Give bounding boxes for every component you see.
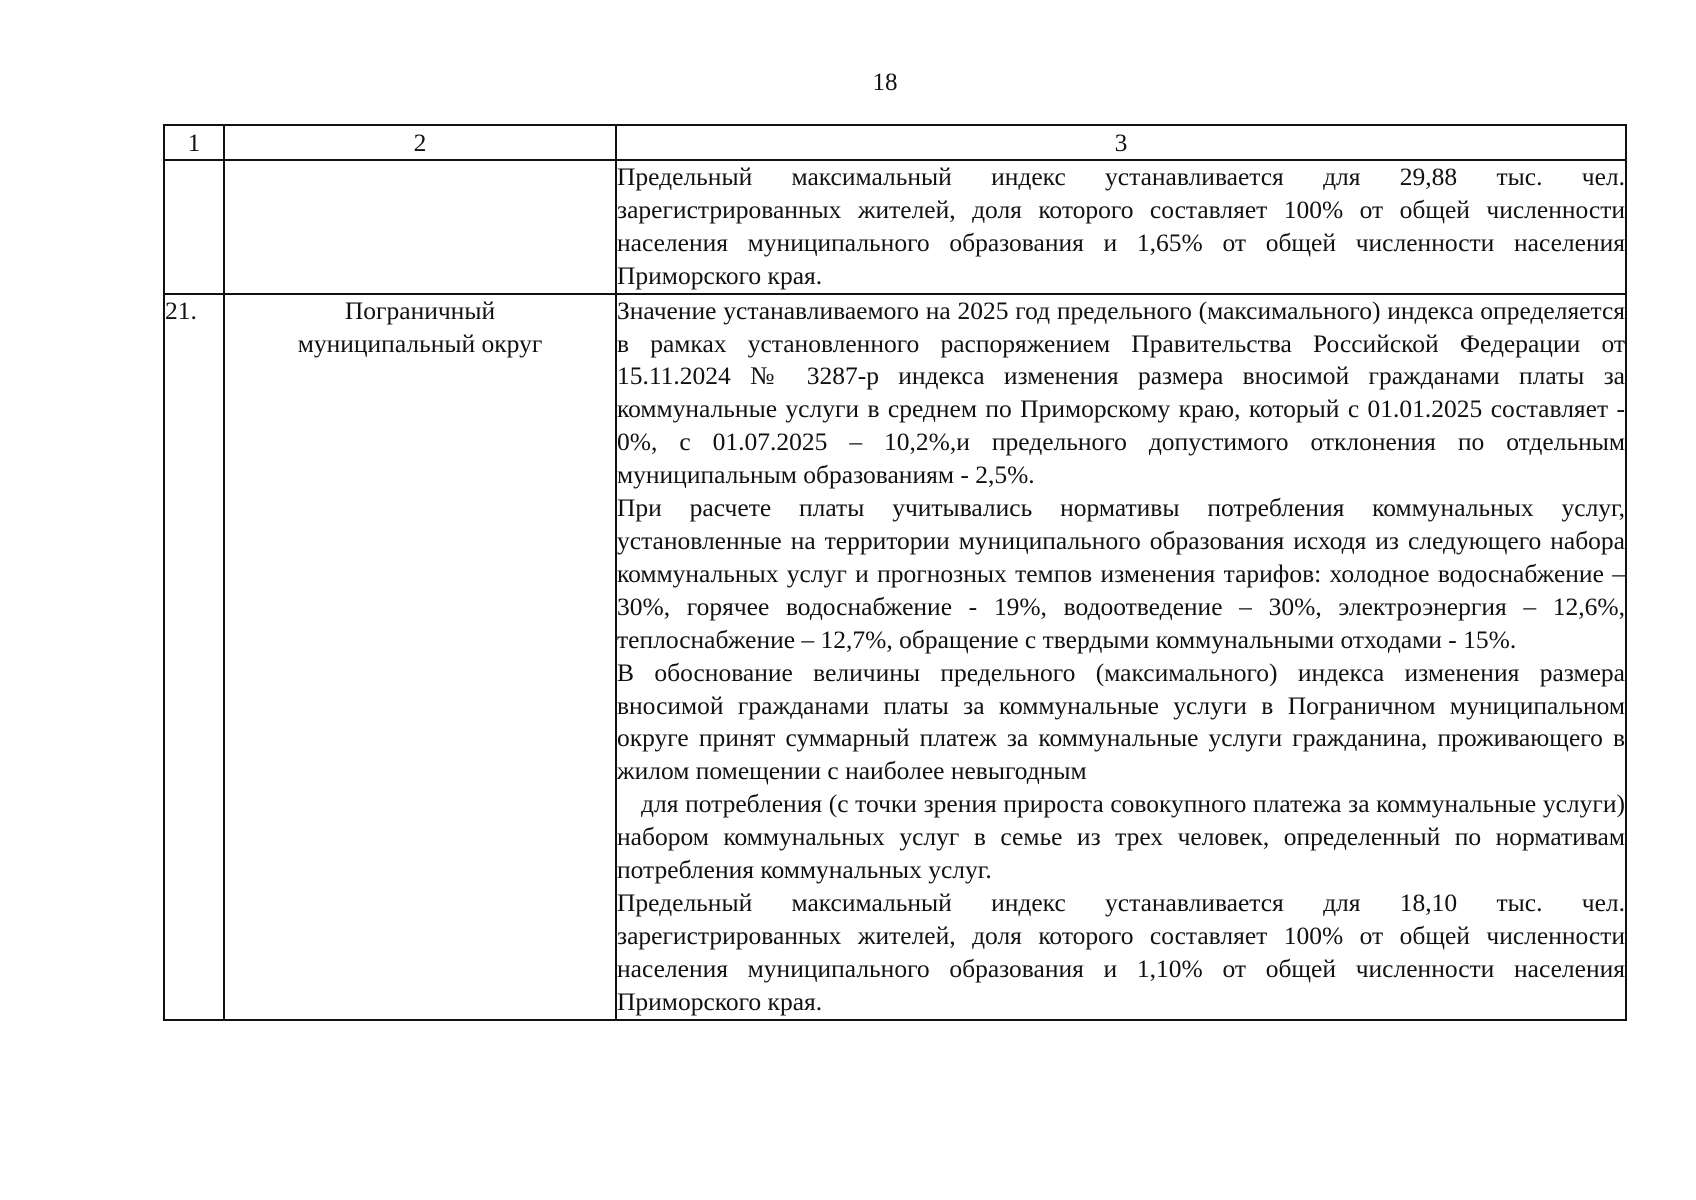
description-paragraph: Предельный максимальный индекс устанавливается для 18,10 тыс. чел. зарегистрированных жителей, доля которого составляет 100% от общей численности населения муниципального образования и 1,10% от общей численности населения Приморского края. [617,887,1625,1016]
row-number-cell [164,160,224,294]
table-row-21 [164,294,1626,1020]
page-number: 18 [872,69,898,96]
header-col-1: 1 [164,125,224,160]
municipality-name-line-1: Пограничный [344,295,496,325]
description-paragraph: Значение устанавливаемого на 2025 год предельного (максимального) индекса определяется в рамках установленного распоряжением Правительства Российской Федерации от 15.11.2024 № 3287-р индекса изменения размера вносимой гражданами платы за коммунальные услуги в среднем по Приморскому краю, который с 01.01.2025 составляет - 0%, с 01.07.2025 – 10,2%,и предельного допустимого отклонения по отдельным муниципальным образованиям - 2,5%. [617,295,1625,490]
municipality-name-line-2: муниципальный округ [297,328,543,358]
document-table [163,124,1627,1021]
municipality-name-cell [224,160,616,294]
description-paragraph: При расчете платы учитывались нормативы потребления коммунальных услуг, установленные на территории муниципального образования исходя из следующего набора коммунальных услуг и прогнозных темпов изменения тарифов: холодное водоснабжение – 30%, горячее водоснабжение - 19%, водоотведение – 30%, электроэнергия – 12,6%, теплоснабжение – 12,7%, обращение с твердыми коммунальными отходами - 15%. [617,493,1625,654]
description-paragraph: для потребления (с точки зрения прироста совокупного платежа за коммунальные услуги) набором коммунальных услуг в семье из трех человек, определенный по нормативам потребления коммунальных услуг. [617,789,1625,885]
header-col-3: 3 [616,125,1626,160]
description-cell [616,294,1626,1020]
description-cell [616,160,1626,294]
description-paragraph: Предельный максимальный индекс устанавливается для 29,88 тыс. чел. зарегистрированных жителей, доля которого составляет 100% от общей численности населения муниципального образования и 1,65% от общей численности населения Приморского края. [617,162,1625,290]
description-paragraph: В обоснование величины предельного (максимального) индекса изменения размера вносимой гражданами платы за коммунальные услуги в Пограничном муниципальном округе принят суммарный платеж за коммунальные услуги гражданина, проживающего в жилом помещении с наиболее невыгодным [617,657,1625,786]
municipality-name-cell [224,294,616,1020]
row-number-cell: 21. [164,294,224,1020]
table-header-row [164,125,1626,160]
header-col-2: 2 [224,125,616,160]
table-row-continuation [164,160,1626,294]
